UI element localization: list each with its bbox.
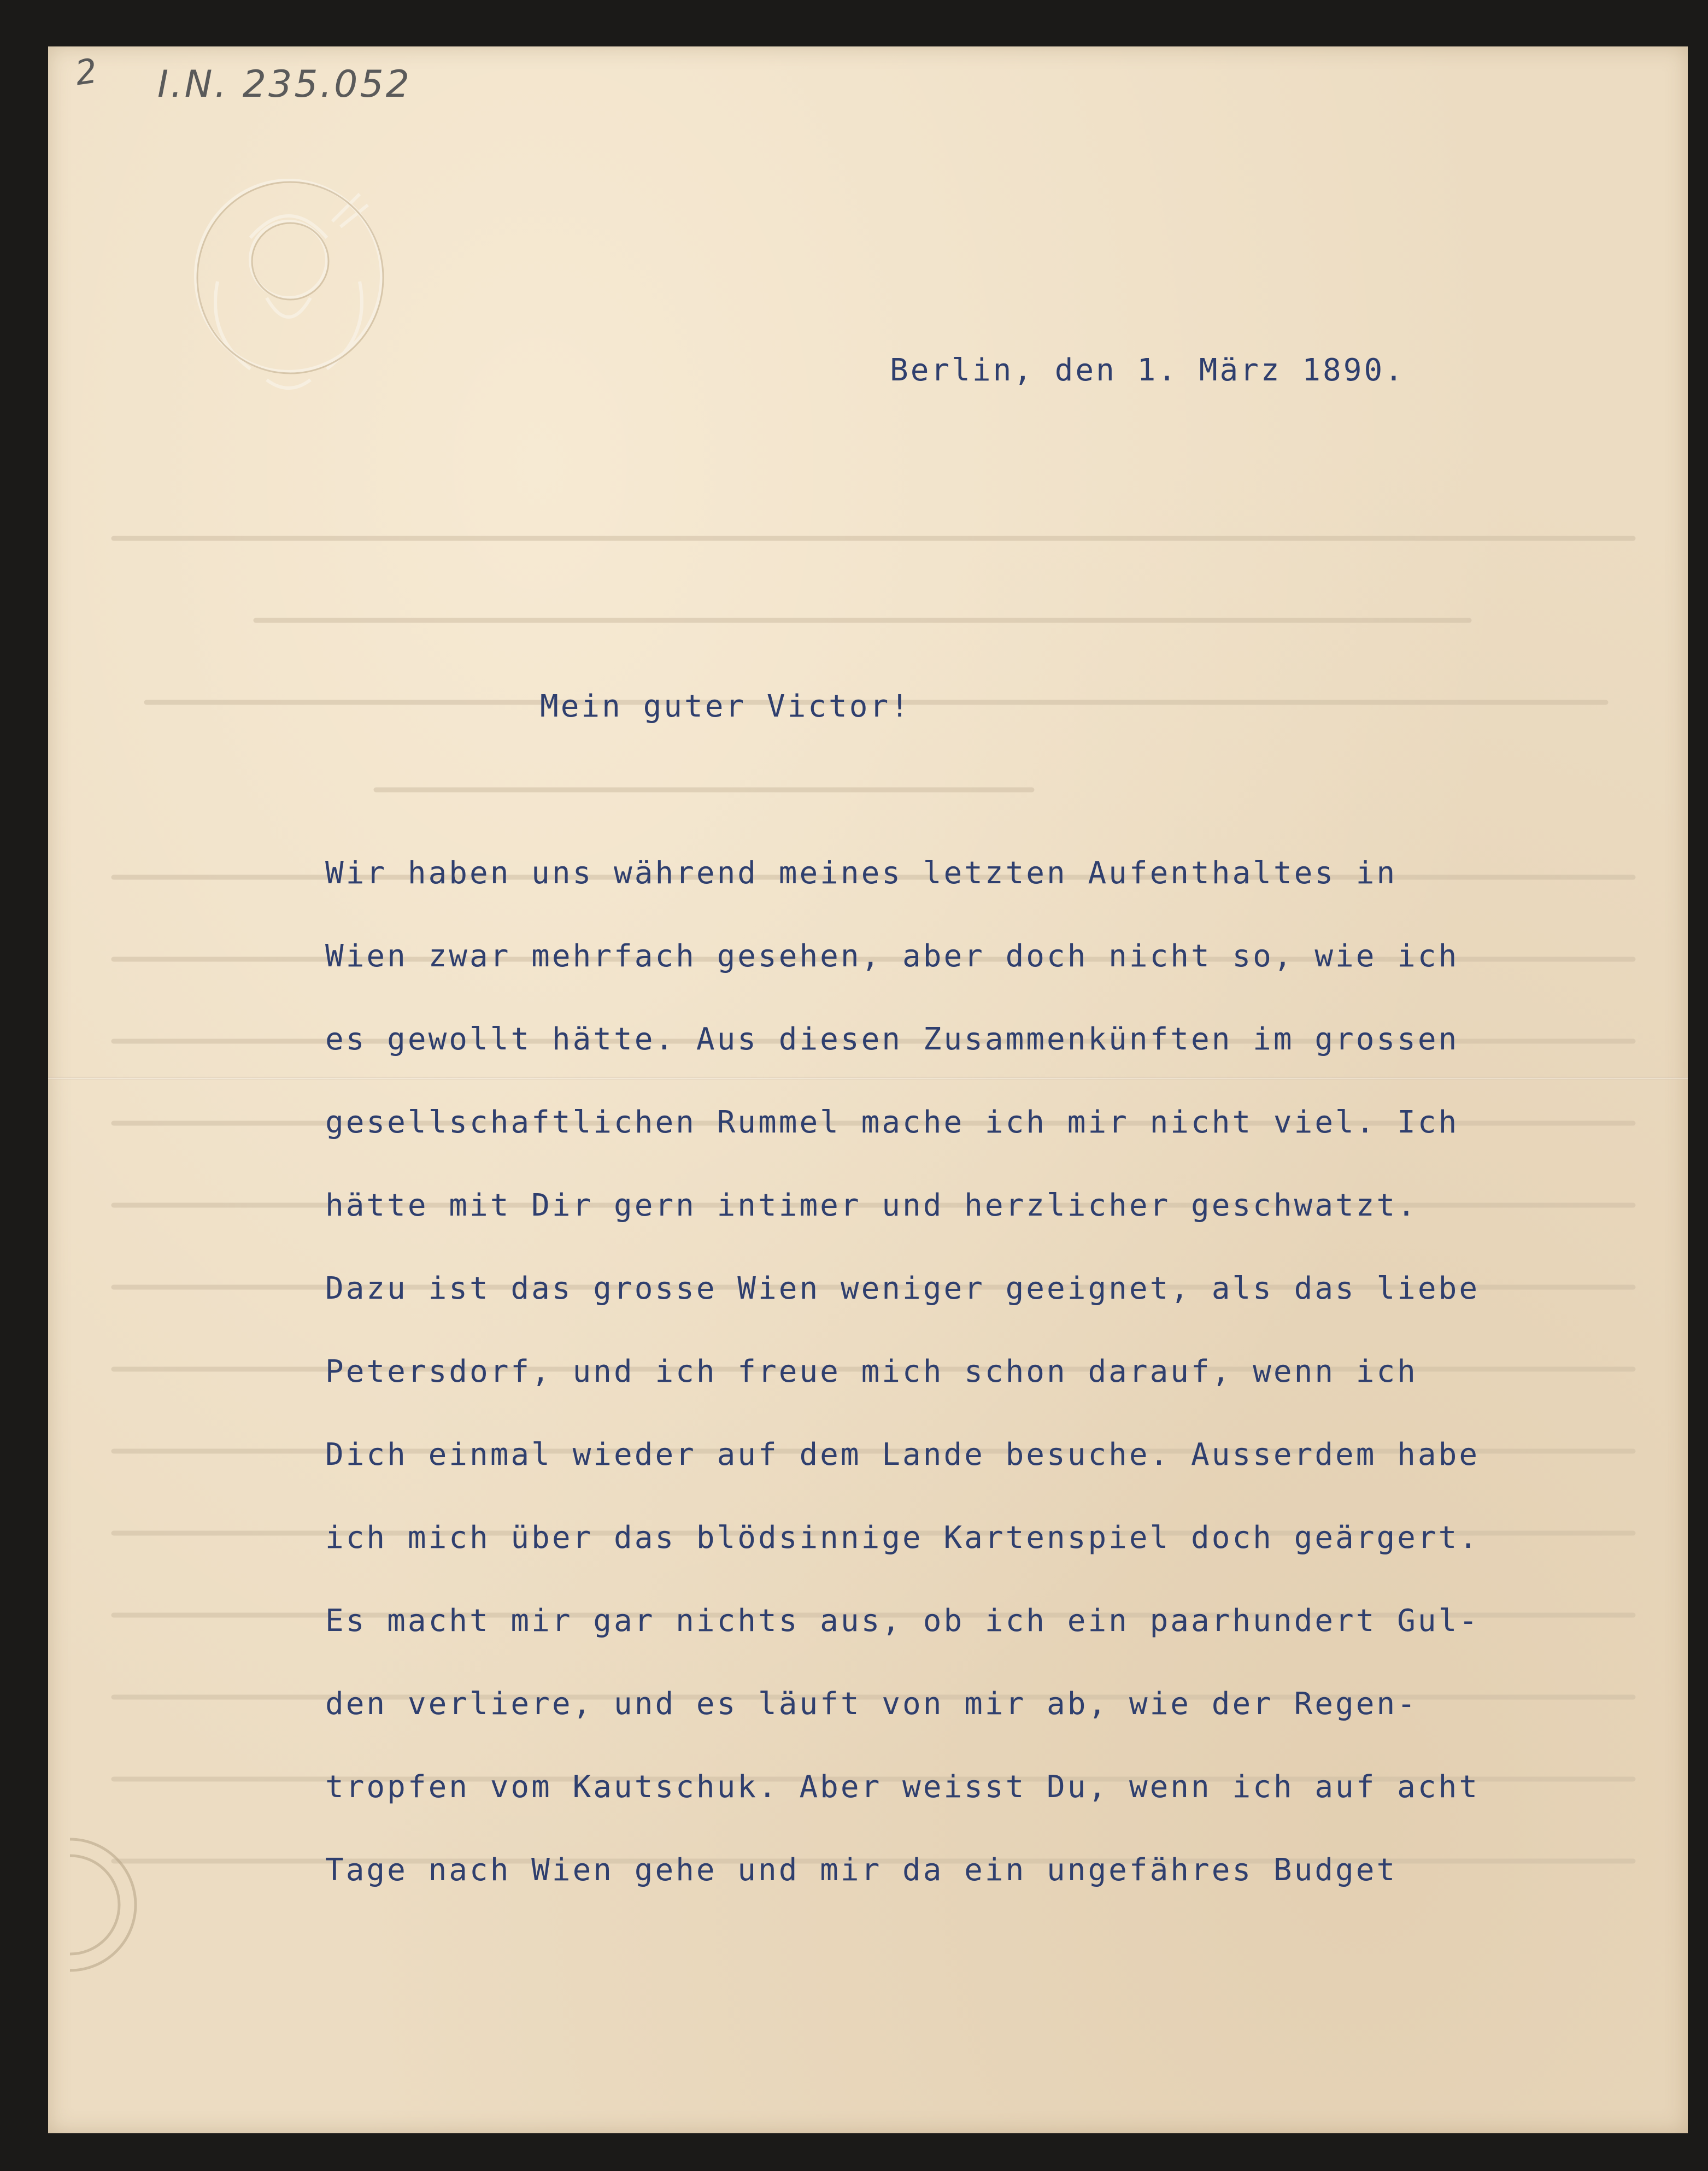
library-stamp-icon	[70, 1834, 152, 1976]
letter-body-line: Dich einmal wieder auf dem Lande besuche. Ausserdem habe	[325, 1437, 1480, 1472]
letter-body-line: Tage nach Wien gehe und mir da ein ungefähres Budget	[325, 1852, 1398, 1888]
letter-body-line: Dazu ist das grosse Wien weniger geeignet, als das liebe	[325, 1271, 1480, 1306]
letter-body-line: tropfen vom Kautschuk. Aber weisst Du, wenn ich auf acht	[325, 1769, 1480, 1805]
letter-body-line: Es macht mir gar nichts aus, ob ich ein paarhundert Gul-	[325, 1603, 1480, 1639]
letter-body-line: ich mich über das blödsinnige Kartenspiel doch geärgert.	[325, 1520, 1480, 1556]
letter-body-line: es gewollt hätte. Aus diesen Zusammenkünften im grossen	[325, 1022, 1459, 1057]
letter-page	[48, 46, 1688, 2133]
paper-fold	[48, 1077, 1688, 1080]
page-number-annotation: 2	[73, 50, 100, 93]
letter-salutation: Mein guter Victor!	[540, 689, 911, 724]
letter-date-line: Berlin, den 1. März 1890.	[890, 353, 1405, 388]
letter-body-line: hätte mit Dir gern intimer und herzlicher geschwatzt.	[325, 1188, 1418, 1223]
letter-body-line: Petersdorf, und ich freue mich schon darauf, wenn ich	[325, 1354, 1418, 1389]
letter-body-line: den verliere, und es läuft von mir ab, wie der Regen-	[325, 1686, 1418, 1722]
letter-body-line: gesellschaftlichen Rummel mache ich mir nicht viel. Ich	[325, 1105, 1459, 1140]
letter-body-line: Wien zwar mehrfach gesehen, aber doch nicht so, wie ich	[325, 938, 1459, 974]
embossed-crest-icon	[185, 172, 392, 402]
inventory-number: I.N. 235.052	[157, 63, 412, 106]
letter-body-line: Wir haben uns während meines letzten Aufenthaltes in	[325, 855, 1398, 891]
